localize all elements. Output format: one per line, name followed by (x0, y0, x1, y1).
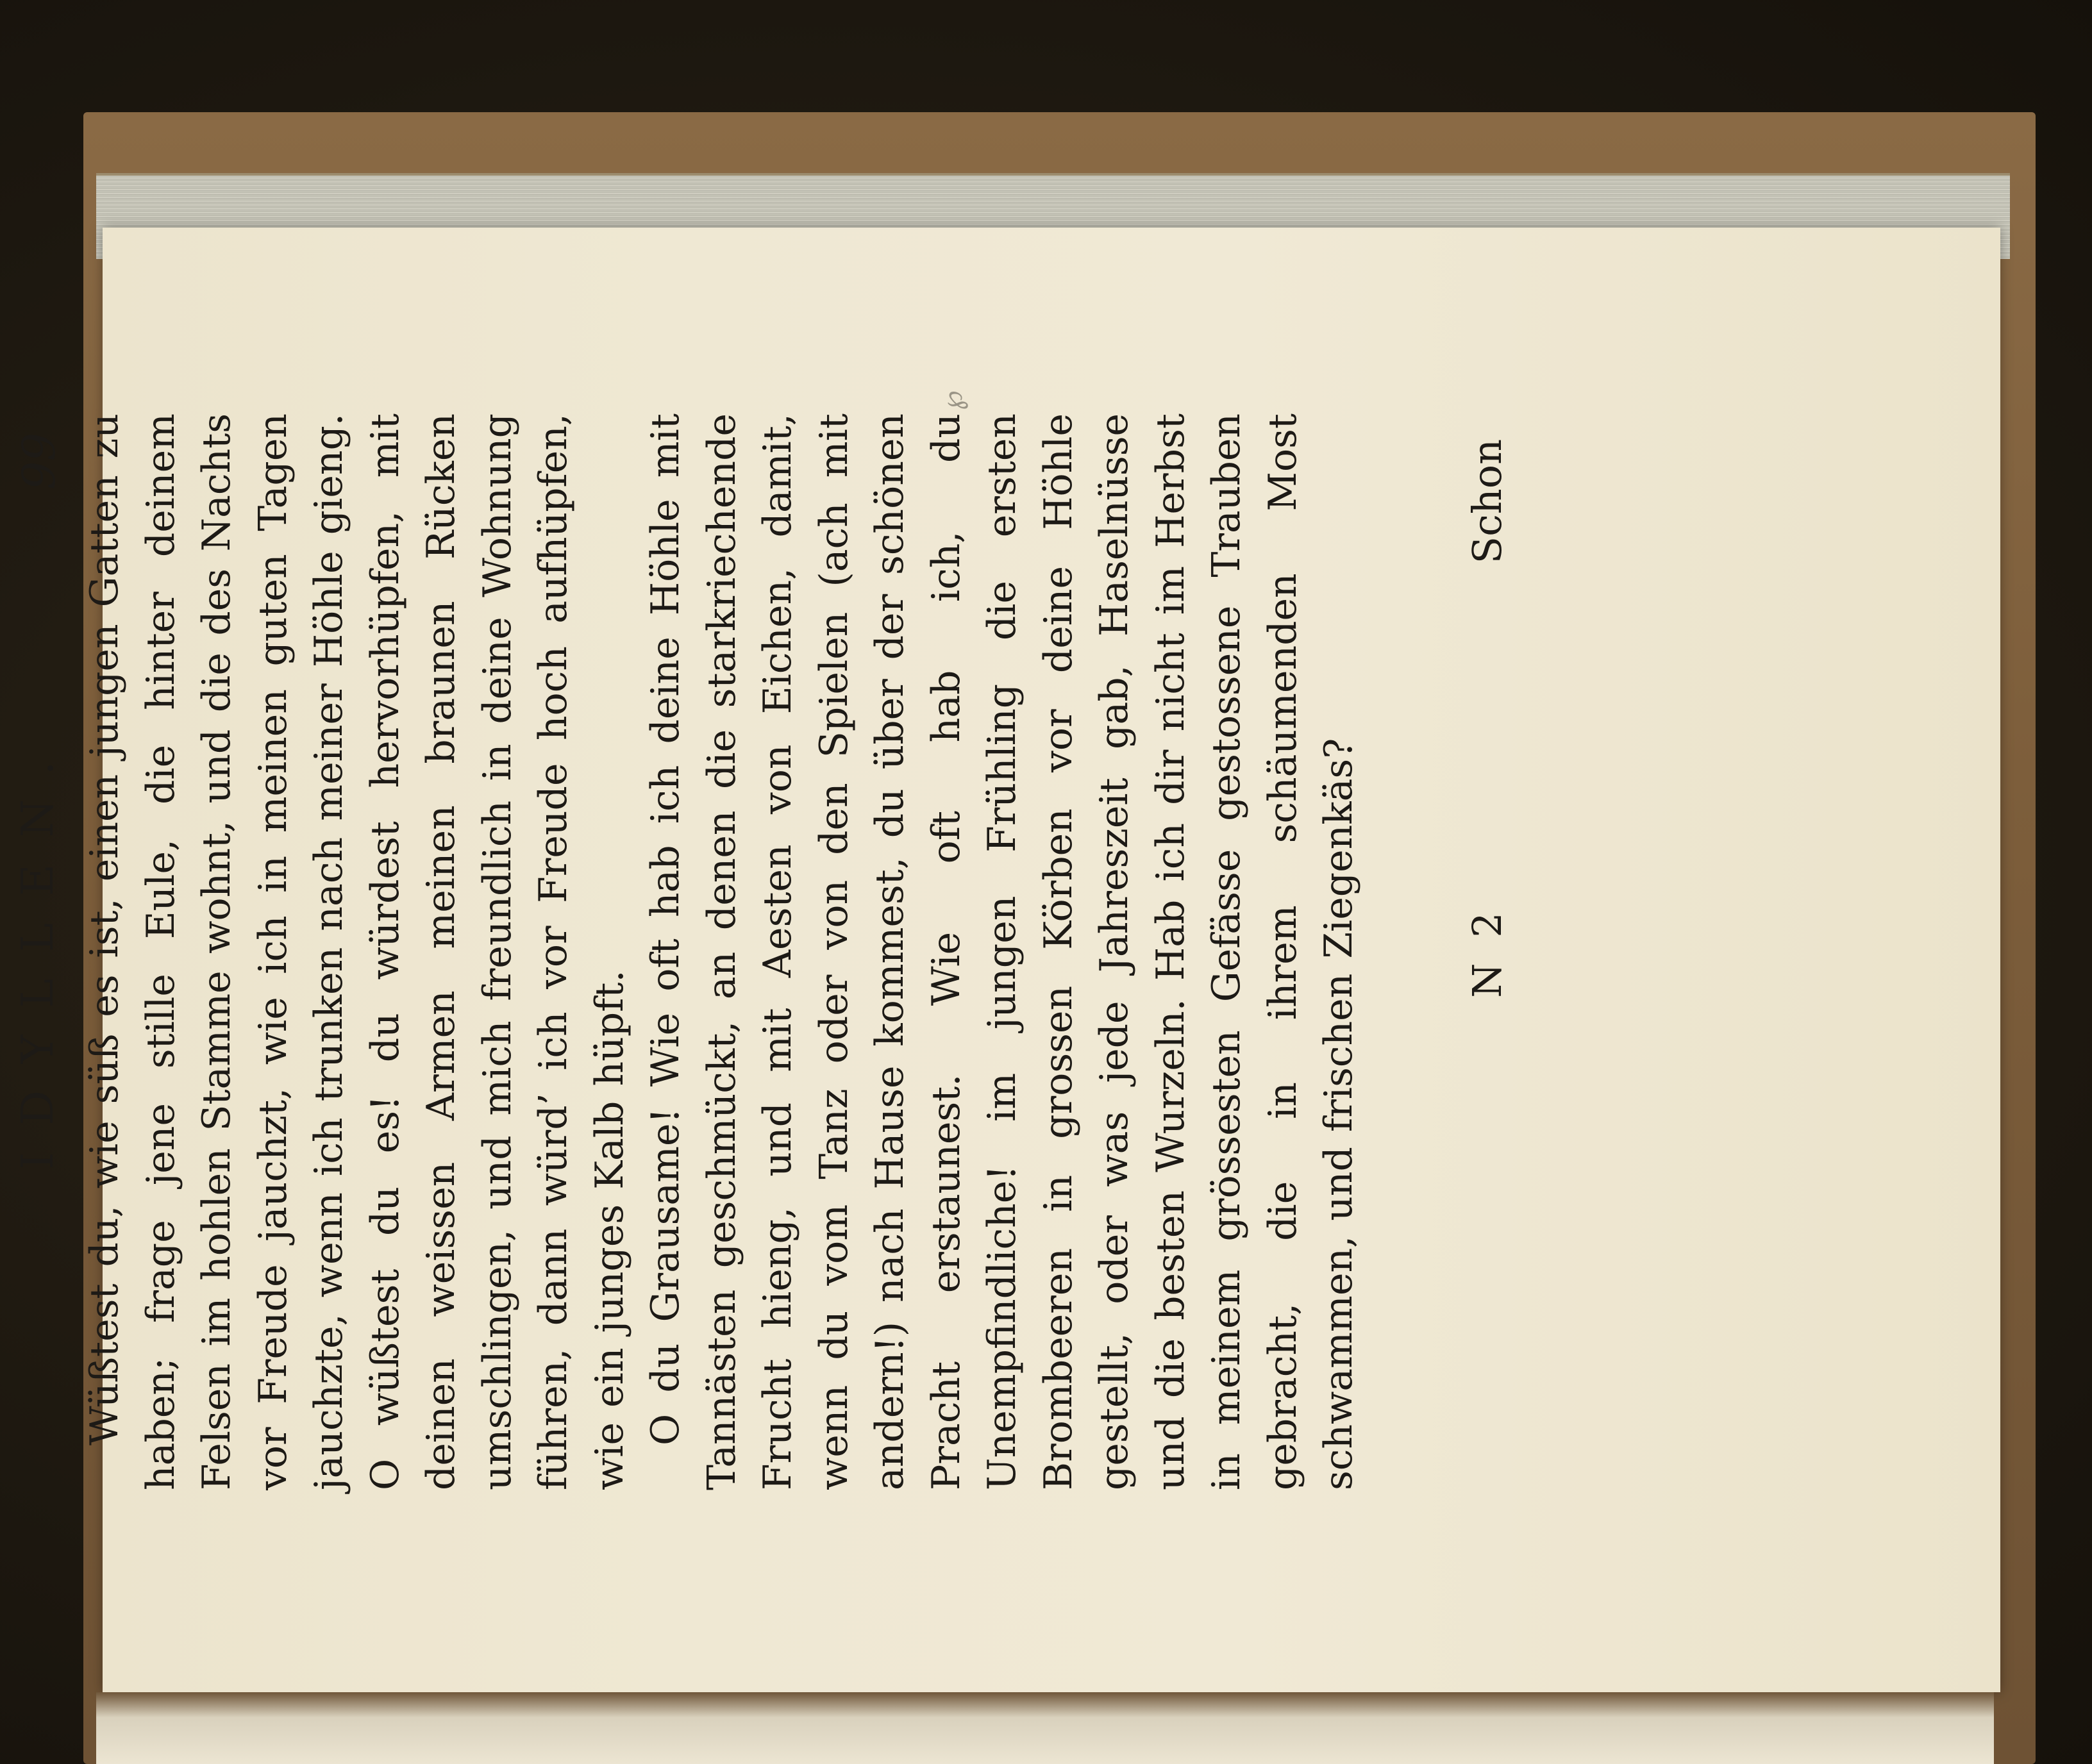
page-footer (1464, 413, 1521, 1490)
page-text-block (6, 413, 1510, 1490)
paragraph-1: Wüßtest du, wie süß es ist, einen jungen Gatten zu haben; frage jene stille Eule, die hinter deinem Felsen im hohlen Stamme wohnt, und die des Nachts vor Freude jauchzt, wie ich in meinen guten Tagen jauchzte, wenn ich trunken nach meiner Höhle gieng. O wüßtest du es! du würdest hervorhüpfen, mit deinen weissen Armen meinen braunen Rücken umschlingen, und mich freundlich in deine Wohnung führen, dann würd’ ich vor Freude hoch aufhüpfen, wie ein junges Kalb hüpft. (82, 413, 632, 1490)
catchword: Schon (1463, 439, 1510, 564)
page-number: 99 (13, 433, 65, 490)
running-header (6, 413, 77, 1490)
pencil-mark-icon: ℘ (936, 390, 969, 410)
running-title: IDYLLEN. (13, 734, 63, 1170)
paragraph-2: O du Grausame! Wie oft hab ich deine Höhle mit Tannästen geschmückt, an denen die starkriechende Frucht hieng, und mit Aesten von Eichen, damit, wenn du vom Tanz oder von den Spielen (ach mit andern!) nach Hause kommest, du über der schönen Pracht erstaunest. Wie oft hab ich, du Unempfindliche! im jungen Frühling die ersten Brombeeren in grossen Körben vor deine Höhle gestellt, oder was jede Jahreszeit gab, Haselnüsse und die besten Wurzeln. Hab ich dir nicht im Herbst in meinem grössesten Gefässe gestossene Trauben gebracht, die in ihrem schäumenden Most schwammen, und frischen Ziegenkäs? (643, 413, 1361, 1490)
facing-page-edge (96, 1692, 1994, 1764)
signature-mark: N 2 (1463, 906, 1510, 998)
